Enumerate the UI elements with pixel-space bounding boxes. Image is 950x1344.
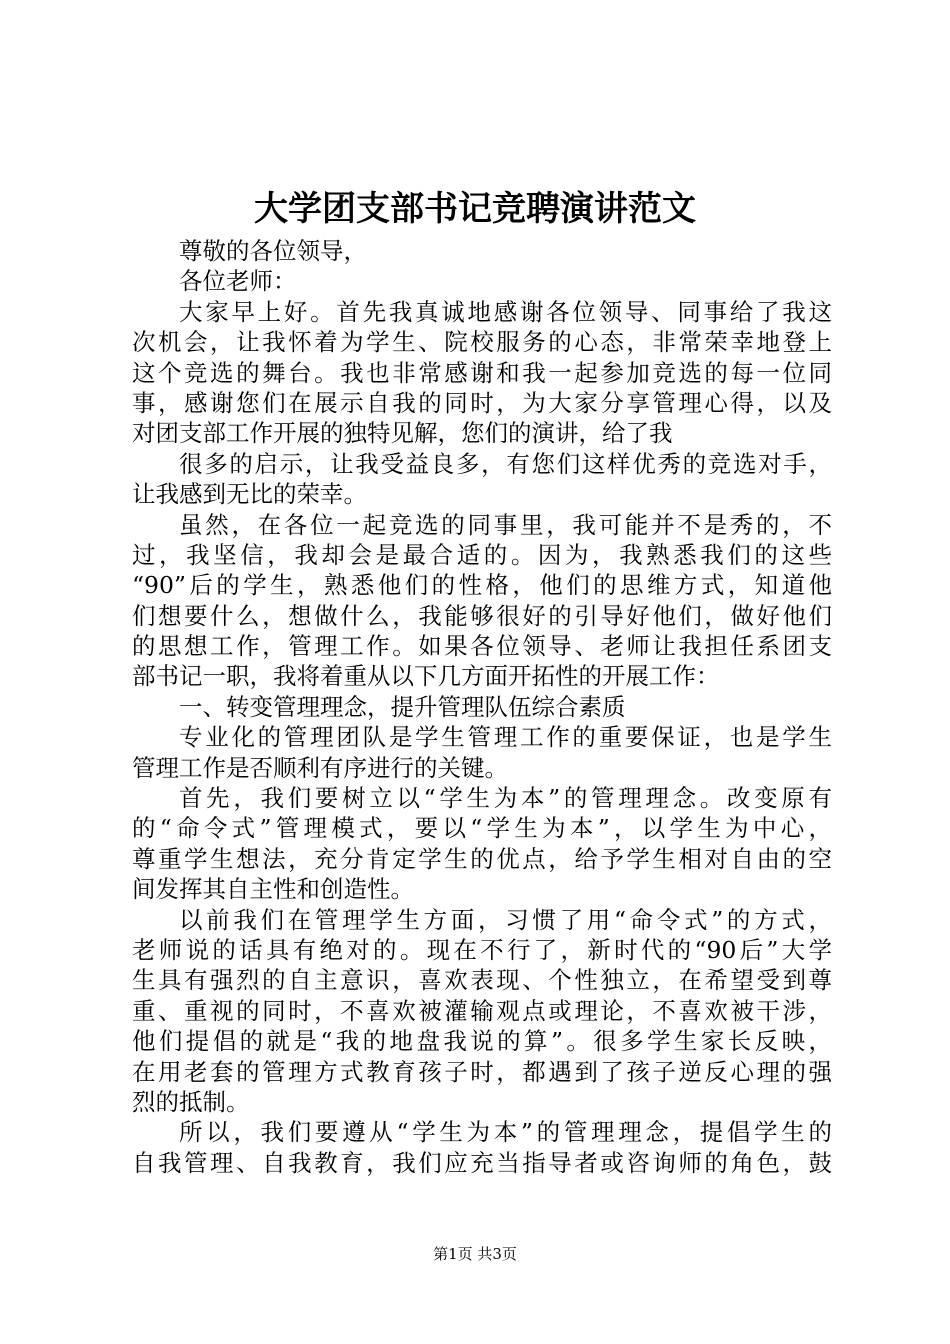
- text-line: 让我感到无比的荣幸。: [132, 480, 367, 509]
- text-line: 的思想工作，管理工作。如果各位领导、老师让我担任系团支: [132, 632, 832, 661]
- text-line: 管理工作是否顺利有序进行的关键。: [132, 753, 508, 782]
- text-line: 老师说的话具有绝对的。现在不行了，新时代的“90后”大学: [132, 935, 832, 964]
- text-line: 尊重学生想法，充分肯定学生的优点，给予学生相对自由的空: [132, 844, 832, 873]
- text-line: 专业化的管理团队是学生管理工作的重要保证，也是学生: [179, 723, 832, 752]
- text-line: “90”后的学生，熟悉他们的性格，他们的思维方式，知道他: [132, 571, 832, 600]
- text-line: 重、重视的同时，不喜欢被灌输观点或理论，不喜欢被干涉，: [132, 996, 832, 1025]
- text-line: 生具有强烈的自主意识，喜欢表现、个性独立，在希望受到尊: [132, 966, 832, 995]
- text-line: 他们提倡的就是“我的地盘我说的算”。很多学生家长反映，: [132, 1027, 832, 1056]
- document-body: [132, 236, 832, 1178]
- text-line: 烈的抵制。: [132, 1087, 250, 1116]
- text-line: 间发挥其自主性和创造性。: [132, 875, 414, 904]
- text-line: 的“命令式”管理模式，要以“学生为本”，以学生为中心，: [132, 814, 832, 843]
- text-line: 各位老师：: [179, 267, 297, 296]
- text-line: 很多的启示，让我受益良多，有您们这样优秀的竞选对手，: [179, 449, 832, 478]
- text-line: 们想要什么，想做什么，我能够很好的引导好他们，做好他们: [132, 601, 832, 630]
- text-line: 首先，我们要树立以“学生为本”的管理理念。改变原有: [179, 784, 832, 813]
- text-line: 部书记一职，我将着重从以下几方面开拓性的开展工作：: [132, 662, 720, 691]
- text-line: 过，我坚信，我却会是最合适的。因为，我熟悉我们的这些: [132, 540, 832, 569]
- text-line: 虽然，在各位一起竞选的同事里，我可能并不是秀的，不: [179, 510, 832, 539]
- text-line: 尊敬的各位领导，: [179, 237, 367, 265]
- text-line: 对团支部工作开展的独特见解，您们的演讲，给了我: [132, 419, 673, 448]
- document-title: 大学团支部书记竞聘演讲范文: [254, 189, 696, 229]
- text-line: 以前我们在管理学生方面，习惯了用“命令式”的方式，: [179, 905, 832, 934]
- text-line: 事，感谢您们在展示自我的同时，为大家分享管理心得，以及: [132, 388, 832, 417]
- text-line: 次机会，让我怀着为学生、院校服务的心态，非常荣幸地登上: [132, 328, 832, 357]
- text-line: 自我管理、自我教育，我们应充当指导者或咨询师的角色，鼓: [132, 1148, 832, 1177]
- text-line: 在用老套的管理方式教育孩子时，都遇到了孩子逆反心理的强: [132, 1057, 832, 1086]
- text-line: 这个竞选的舞台。我也非常感谢和我一起参加竞选的每一位同: [132, 358, 832, 387]
- text-line: 所以，我们要遵从“学生为本”的管理理念，提倡学生的: [179, 1118, 832, 1147]
- page-footer: 第1页 共3页: [433, 1245, 517, 1263]
- text-line: 大家早上好。首先我真诚地感谢各位领导、同事给了我这: [179, 297, 832, 326]
- text-line: 一、转变管理理念，提升管理队伍综合素质: [179, 692, 626, 721]
